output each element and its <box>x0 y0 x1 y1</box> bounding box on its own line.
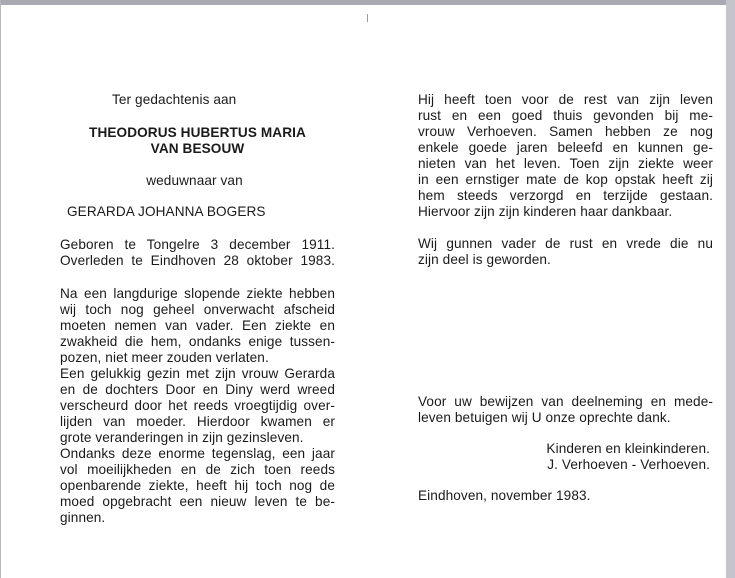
birth-line: Geboren te Tongelre 3 december 1911. <box>60 237 335 252</box>
paragraph-line: Na een langdurige slopende ziekte hebben <box>60 286 335 301</box>
paragraph-line: openbarende ziekte, heeft hij toch nog de <box>60 478 335 493</box>
right-column <box>418 92 713 504</box>
paragraph-line: wij toch nog geheel onverwacht afscheid <box>60 302 335 317</box>
paragraph-line: enkele goede jaren beleefd en kunnen ge- <box>418 140 713 155</box>
paragraph-line: grote veranderingen in zijn gezinsleven. <box>60 430 304 445</box>
left-column <box>60 92 335 526</box>
paragraph-line: Voor uw bewijzen van deelneming en mede- <box>418 394 713 409</box>
window-right-border <box>726 0 735 578</box>
spouse-name: GERARDA JOHANNA BOGERS <box>67 204 266 219</box>
paragraph-line: hem steeds verzorgd en terzijde gestaan. <box>418 188 713 203</box>
paragraph-line: verscheurd door het reeds vroegtijdig over- <box>60 398 335 413</box>
paragraph-line: in een ernstiger mate de kop opstak heeft zij <box>418 172 713 187</box>
care-paragraph <box>418 92 713 220</box>
window-top-border <box>0 0 735 5</box>
paragraph-line: Wij gunnen vader de rust en vrede die nu <box>418 236 713 251</box>
death-line: Overleden te Eindhoven 28 oktober 1983. <box>60 253 335 268</box>
window-left-border <box>0 0 1 578</box>
paragraph-line: moeten nemen van vader. Een ziekte en <box>60 318 335 333</box>
paragraph-line: vol moeilijkheden en de zich toen reeds <box>60 462 335 477</box>
signature-family: Kinderen en kleinkinderen. <box>546 441 710 456</box>
paragraph-line: nieten van het leven. Toen zijn ziekte weer <box>418 156 713 171</box>
paragraph-line: lijden van moeder. Hierdoor kwamen er <box>60 414 335 429</box>
paragraph-line: zijn deel is geworden. <box>418 252 551 267</box>
deceased-name-line1: THEODORUS HUBERTUS MARIA <box>89 125 306 140</box>
place-date: Eindhoven, november 1983. <box>418 488 591 503</box>
paragraph-line: pozen, niet meer zouden verlaten. <box>60 350 269 365</box>
paragraph-line: zwakheid die hem, ondanks enige tussen- <box>60 334 335 349</box>
paragraph-line: Hij heeft toen voor de rest van zijn leven <box>418 92 713 107</box>
fold-mark <box>367 14 368 22</box>
life-story-paragraph <box>60 286 335 526</box>
paragraph-line: Ondanks deze enorme tegenslag, een jaar <box>60 446 335 461</box>
paragraph-line: Een gelukkig gezin met zijn vrouw Gerarda <box>60 366 335 381</box>
paragraph-line: vrouw Verhoeven. Samen hebben ze nog <box>418 124 713 139</box>
deceased-name-line2: VAN BESOUW <box>150 141 245 156</box>
thanks-paragraph <box>418 394 713 426</box>
paragraph-line: Hiervoor zijn zijn kinderen haar dankbaar. <box>418 204 673 219</box>
paragraph-line: leven betuigen wij U onze oprechte dank. <box>418 410 671 425</box>
peace-paragraph <box>418 236 713 268</box>
paragraph-line: moed opgebracht een nieuw leven te be- <box>60 494 335 509</box>
paragraph-line: rust en een goed thuis gevonden bij me- <box>418 108 713 123</box>
signature-verhoeven: J. Verhoeven - Verhoeven. <box>547 457 710 472</box>
widower-text: weduwnaar van <box>146 173 243 188</box>
intro-text: Ter gedachtenis aan <box>112 92 237 107</box>
paragraph-line: en de dochters Door en Diny werd wreed <box>60 382 335 397</box>
paragraph-line: ginnen. <box>60 510 106 525</box>
